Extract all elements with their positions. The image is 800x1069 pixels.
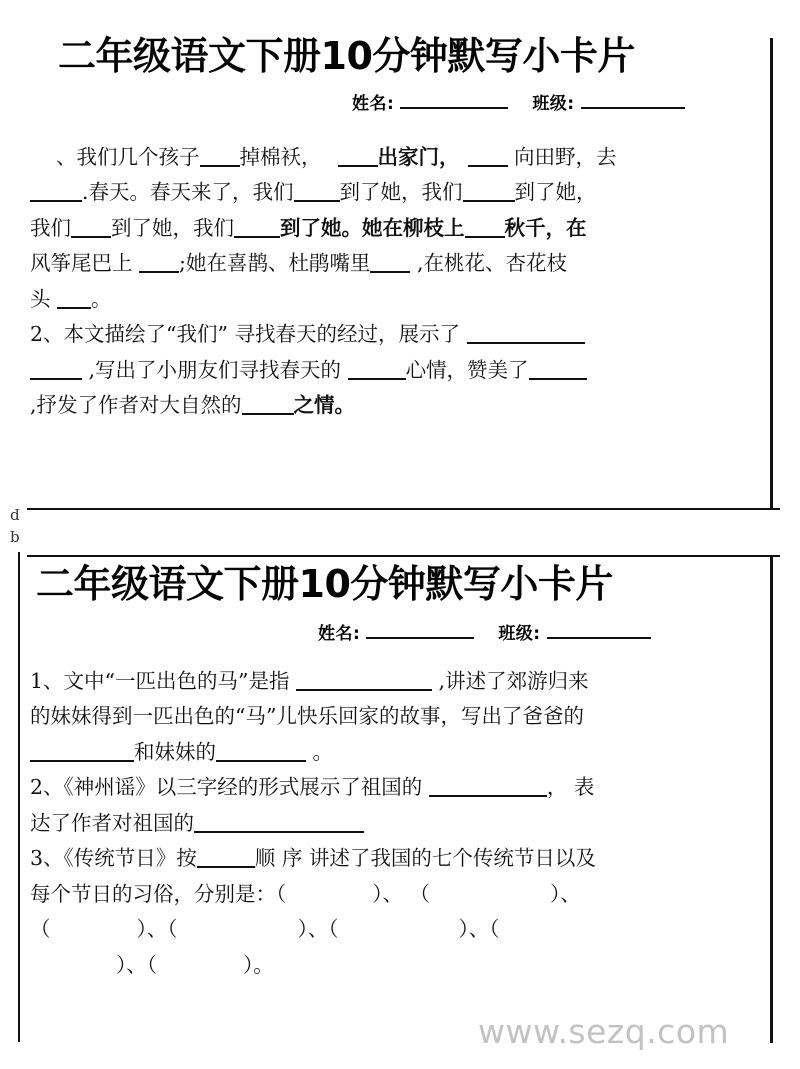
prose-text: 到了她，我们	[111, 215, 234, 240]
card-2-class-label: 班级:	[498, 623, 541, 644]
fill-in-blank[interactable]	[338, 165, 378, 167]
emphasized-text: 到了她。她在柳枝上	[280, 215, 465, 240]
fill-in-blank[interactable]	[294, 200, 340, 202]
fill-in-blank[interactable]	[234, 236, 280, 238]
prose-text: 到了她，	[514, 180, 597, 205]
card-2-body	[30, 664, 770, 984]
fill-in-blank[interactable]	[463, 200, 515, 202]
text-line	[30, 353, 764, 389]
card-1-name-input-blank[interactable]	[400, 107, 508, 109]
card-2-name-label: 姓名:	[318, 623, 361, 644]
prose-text: ）、（	[116, 952, 157, 977]
site-watermark: www.sezq.com	[478, 1012, 730, 1051]
card-2-name-input-blank[interactable]	[366, 637, 474, 639]
fill-in-blank[interactable]	[30, 378, 82, 380]
prose-text: .春天。春天来了，我们	[82, 180, 294, 205]
fill-in-blank[interactable]	[194, 831, 364, 833]
fill-in-blank[interactable]	[529, 378, 587, 380]
prose-text: 心情，赞美了	[405, 357, 529, 382]
fill-in-blank[interactable]	[296, 689, 432, 691]
text-line	[30, 948, 770, 984]
prose-text: ， 表	[546, 775, 595, 800]
fill-in-blank[interactable]	[200, 165, 240, 167]
text-line	[30, 877, 770, 913]
prose-text: 掉棉袄，	[239, 144, 322, 169]
text-line	[30, 699, 770, 735]
text-line	[30, 175, 764, 211]
fill-in-blank[interactable]	[30, 200, 82, 202]
margin-glyph-bottom: q	[10, 530, 20, 548]
fill-in-blank[interactable]	[139, 271, 179, 273]
fill-in-blank[interactable]	[370, 271, 410, 273]
worksheet-card-2	[0, 562, 800, 983]
emphasized-text: 出家门，	[377, 144, 460, 169]
prose-text: 3、《传统节日》按	[30, 846, 197, 871]
worksheet-card-1	[0, 34, 800, 424]
prose-text: ,抒发了作者对大自然的	[30, 393, 242, 418]
card-1-name-label: 姓名:	[352, 93, 395, 114]
prose-text: 顺 序 讲述了我国的七个传统节日以及	[254, 846, 596, 871]
prose-text: 。	[306, 739, 334, 764]
prose-text: 我们	[30, 215, 71, 240]
fill-in-blank[interactable]	[216, 760, 306, 762]
card-1-class-input-blank[interactable]	[581, 107, 685, 109]
prose-text: 、我们几个孩子	[56, 144, 200, 169]
text-line	[30, 806, 770, 842]
prose-text: 的妹妹得到一匹出色的“马”儿快乐回家的故事，写出了爸爸的	[30, 704, 584, 729]
fill-in-blank[interactable]	[467, 342, 585, 344]
prose-text: ,写出了小朋友们寻找春天的	[82, 357, 348, 382]
card-1-title: 二年级语文下册10分钟默写小卡片	[58, 34, 635, 78]
fill-in-blank[interactable]	[30, 760, 134, 762]
prose-text: ）、（	[458, 917, 500, 942]
emphasized-text: 秋千，在	[504, 215, 587, 240]
card-1-bottom-divider	[27, 508, 780, 510]
prose-text: 2、本文描绘了“我们” 寻找春天的经过，展示了	[30, 322, 467, 347]
card-1-class-label: 班级:	[532, 93, 575, 114]
text-line	[30, 841, 770, 877]
fill-in-blank[interactable]	[57, 307, 91, 309]
prose-text: （	[30, 917, 51, 942]
text-line	[30, 912, 770, 948]
text-line	[30, 282, 764, 318]
fill-in-blank[interactable]	[71, 236, 111, 238]
prose-text: ）。	[243, 952, 274, 977]
prose-text: ）、	[550, 881, 581, 906]
fill-in-blank[interactable]	[242, 413, 294, 415]
fill-in-blank[interactable]	[468, 165, 508, 167]
prose-text: 到了她，我们	[339, 180, 463, 205]
text-line	[30, 735, 770, 771]
prose-text: 和妹妹的	[134, 739, 216, 764]
fill-in-blank[interactable]	[465, 236, 505, 238]
emphasized-text: 之情。	[293, 393, 356, 418]
text-line	[30, 140, 764, 176]
card-2-top-divider	[27, 555, 780, 557]
prose-text: 每个节日的习俗，分别是：（	[30, 881, 287, 906]
fill-in-blank[interactable]	[348, 378, 406, 380]
prose-text: 头	[30, 286, 58, 311]
text-line	[30, 317, 764, 353]
prose-text: 风筝尾巴上	[30, 251, 140, 276]
prose-text: ）、（	[136, 917, 178, 942]
text-line	[30, 388, 764, 424]
text-line	[30, 211, 764, 247]
prose-text: ;她在喜鹊、杜鹃嘴里	[179, 251, 371, 276]
fill-in-blank[interactable]	[429, 795, 547, 797]
text-line	[30, 664, 770, 700]
prose-text: ,讲述了郊游归来	[432, 668, 589, 693]
text-line	[30, 246, 764, 282]
fill-in-blank[interactable]	[197, 866, 255, 868]
prose-text: 达了作者对祖国的	[30, 810, 194, 835]
prose-text: 。	[91, 286, 112, 311]
card-1-body	[30, 140, 764, 424]
prose-text: ）、 （	[372, 881, 431, 906]
prose-text: 2、《神州谣》以三字经的形式展示了祖国的	[30, 775, 429, 800]
card-1-name-class-row	[352, 89, 800, 114]
prose-text: 1、文中“一匹出色的马”是指	[30, 668, 297, 693]
card-2-class-input-blank[interactable]	[547, 637, 651, 639]
margin-glyph-top: p	[10, 508, 20, 526]
card-2-title: 二年级语文下册10分钟默写小卡片	[36, 562, 613, 606]
prose-text: ,在桃花、杏花枝	[410, 251, 567, 276]
text-line	[30, 770, 770, 806]
prose-text: 向田野，去	[507, 144, 617, 169]
prose-text: ）、（	[297, 917, 339, 942]
card-2-name-class-row	[318, 619, 800, 644]
